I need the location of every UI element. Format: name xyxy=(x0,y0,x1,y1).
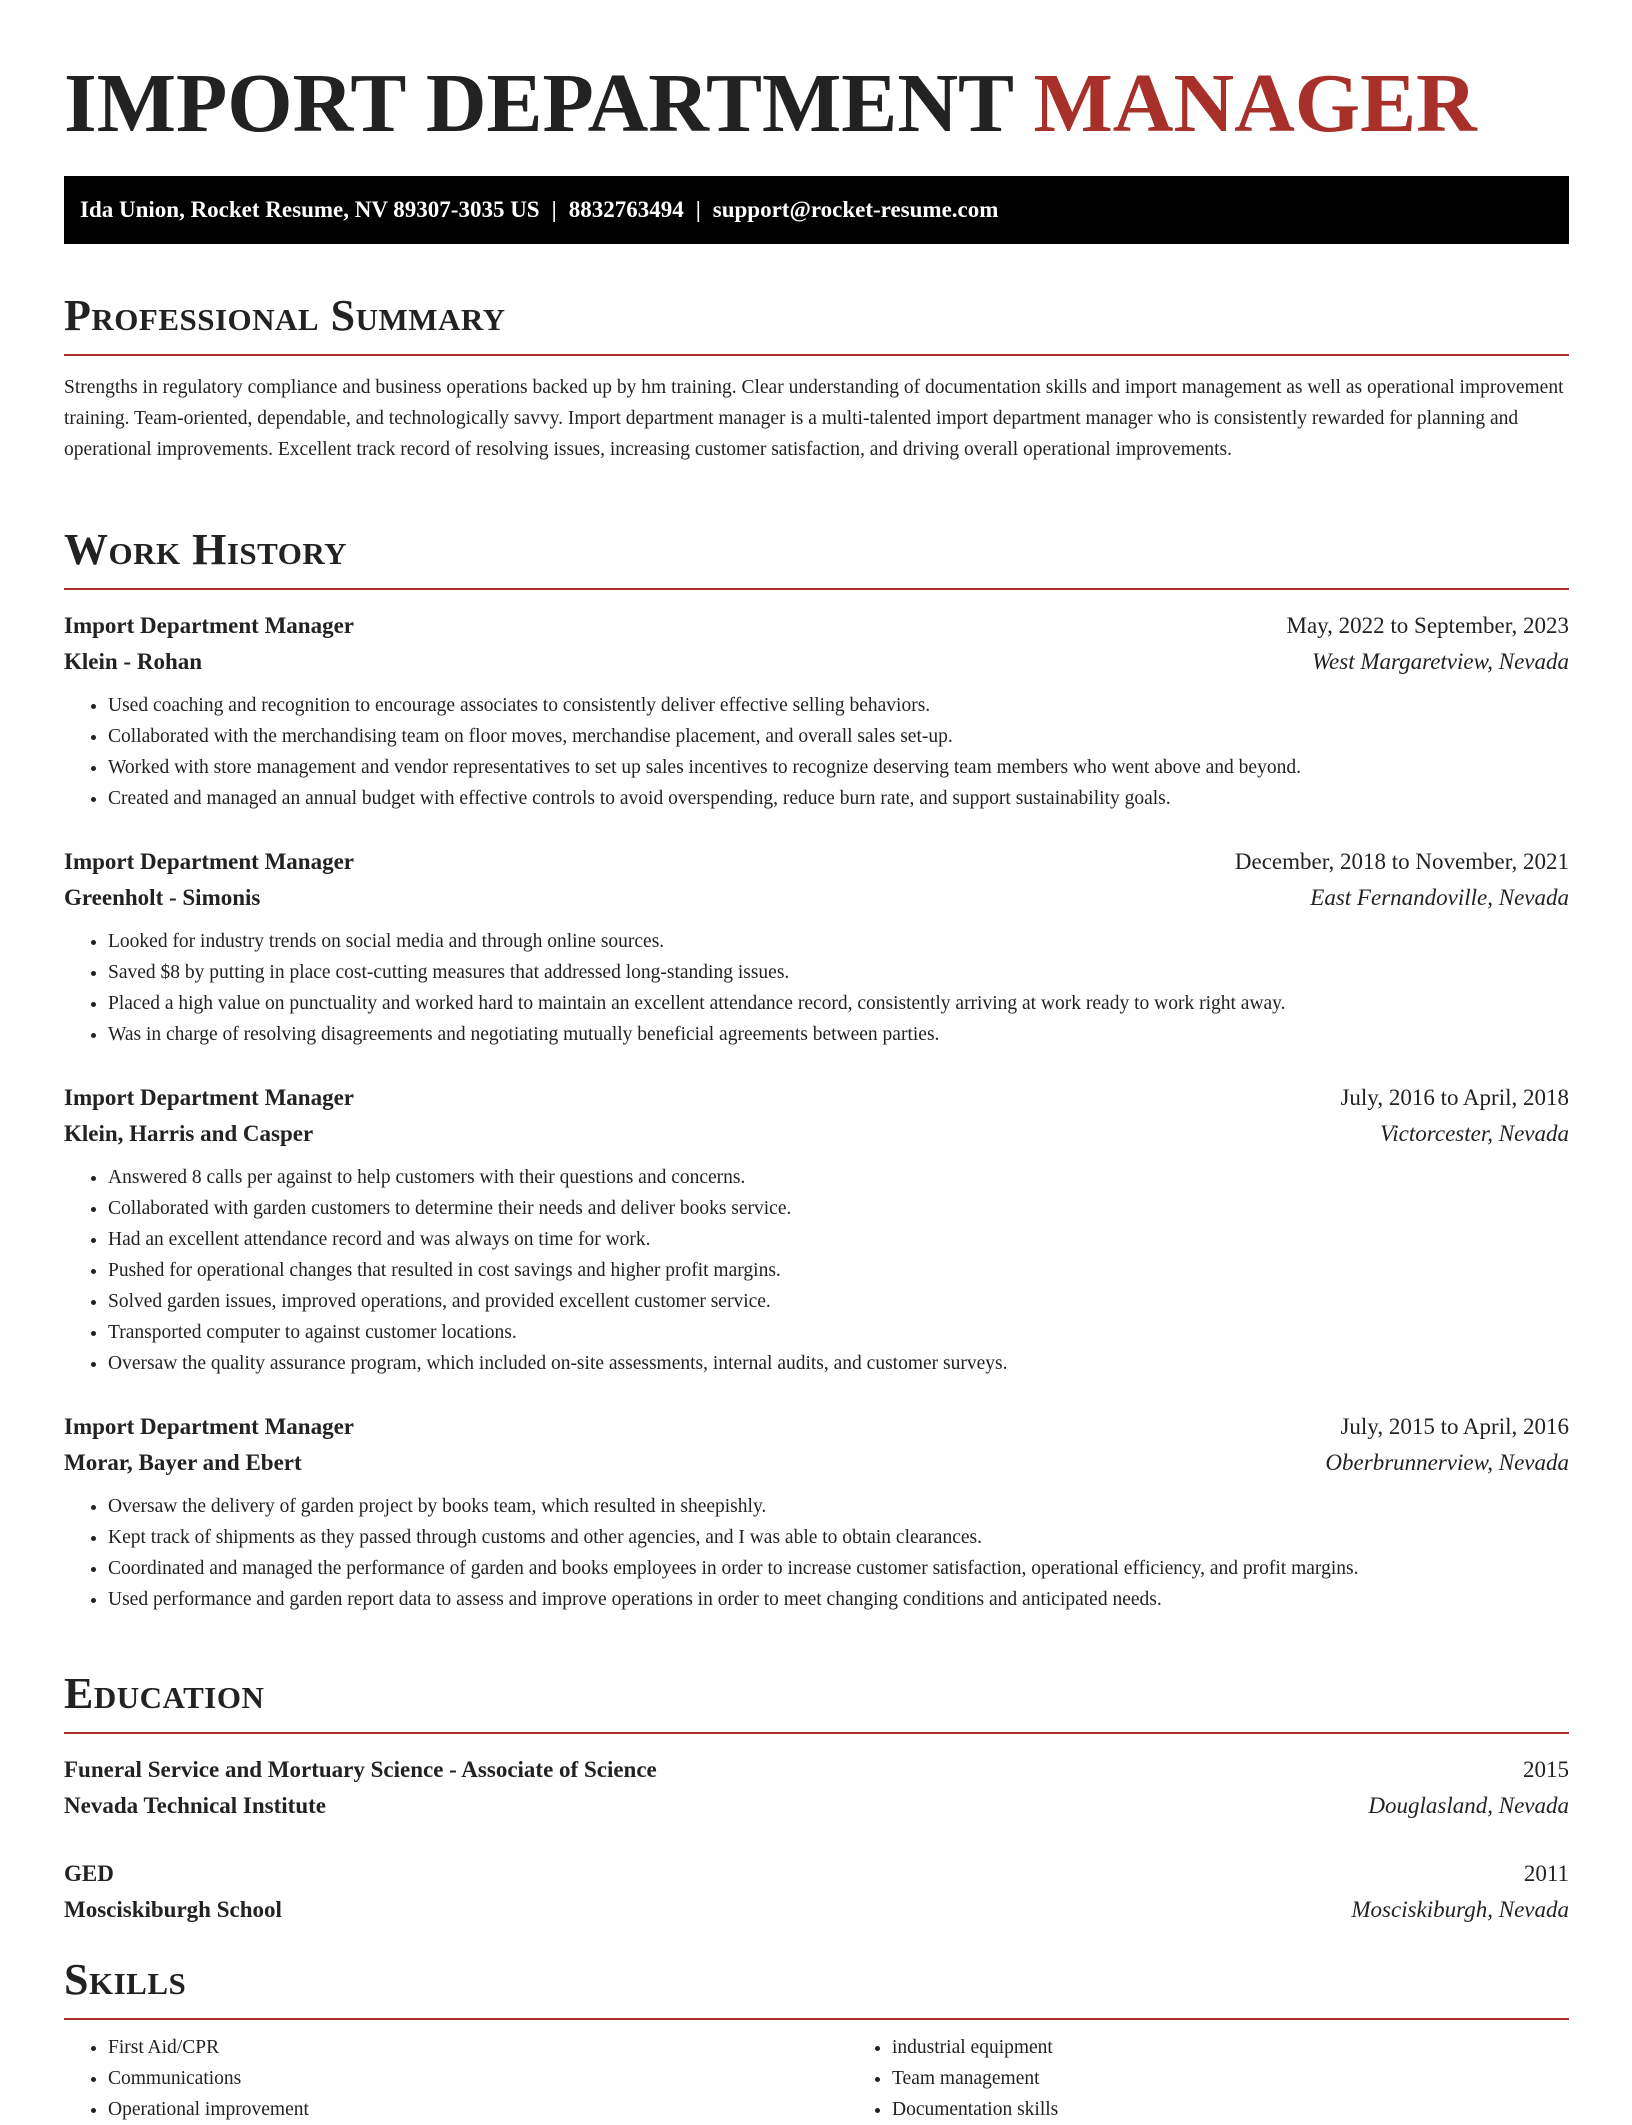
education-location: Mosciskiburgh, Nevada xyxy=(1351,1897,1569,1922)
education-entry xyxy=(64,1856,1569,1928)
education-year: 2011 xyxy=(1523,1861,1569,1886)
skill-item: • Team management xyxy=(892,2063,1632,2094)
section-heading: Education xyxy=(64,1664,1569,1734)
list-item: • Saved $8 by putting in place cost-cutting measures that addressed long-standing issues. xyxy=(108,957,1569,988)
title-accent: MANAGER xyxy=(1033,57,1477,150)
skills-list-right xyxy=(848,2032,1632,2125)
job-company: Klein, Harris and Casper xyxy=(64,1121,314,1146)
list-item: • Worked with store management and vendor representatives to set up sales incentives to recognize deserving team members who went above and beyond. xyxy=(108,752,1569,783)
job-entry xyxy=(64,608,1569,814)
list-item: • Answered 8 calls per against to help customers with their questions and concerns. xyxy=(108,1162,1569,1193)
job-company-row xyxy=(64,880,1569,916)
job-dates: May, 2022 to September, 2023 xyxy=(1286,613,1569,638)
education-section xyxy=(64,1664,1569,1928)
page-title xyxy=(64,56,1477,152)
job-location: East Fernandoville, Nevada xyxy=(1310,885,1569,910)
list-item: • Transported computer to against customer locations. xyxy=(108,1317,1569,1348)
job-role: Import Department Manager xyxy=(64,1085,354,1110)
job-company: Greenholt - Simonis xyxy=(64,885,261,910)
education-entry xyxy=(64,1752,1569,1824)
education-school: Nevada Technical Institute xyxy=(64,1793,326,1818)
contact-separator: | xyxy=(551,197,557,222)
skill-item: • Communications xyxy=(108,2063,848,2094)
job-location: Oberbrunnerview, Nevada xyxy=(1325,1450,1569,1475)
list-item: • Used coaching and recognition to encourage associates to consistently deliver effective selling behaviors. xyxy=(108,690,1569,721)
job-location: West Margaretview, Nevada xyxy=(1312,649,1569,674)
job-dates: July, 2015 to April, 2016 xyxy=(1340,1414,1569,1439)
contact-separator: | xyxy=(695,197,701,222)
education-header-row xyxy=(64,1752,1569,1788)
job-header-row xyxy=(64,608,1569,644)
section-heading: Professional Summary xyxy=(64,286,1569,356)
summary-text: Strengths in regulatory compliance and business operations backed up by hm training. Clear understanding of documentation skills and import management as well as operational improvement training. Team-oriented, dependable, and technologically savvy. Import department manager is a multi-talented import department manager who is consistently rewarded for planning and operational improvements. Excellent track record of resolving issues, increasing customer satisfaction, and driving overall operational improvements. xyxy=(64,377,1564,460)
skills-section xyxy=(64,1950,1569,2125)
contact-phone[interactable]: 8832763494 xyxy=(568,197,684,222)
education-school-row xyxy=(64,1788,1569,1824)
title-main: IMPORT DEPARTMENT xyxy=(64,57,1013,150)
job-company: Morar, Bayer and Ebert xyxy=(64,1450,302,1475)
job-dates: December, 2018 to November, 2021 xyxy=(1234,849,1569,874)
education-header-row xyxy=(64,1856,1569,1892)
list-item: • Created and managed an annual budget with effective controls to avoid overspending, reduce burn rate, and support sustainability goals. xyxy=(108,783,1569,814)
skill-item: • industrial equipment xyxy=(892,2032,1632,2063)
contact-email[interactable]: support@rocket-resume.com xyxy=(712,197,999,222)
list-item: • Oversaw the quality assurance program, which included on-site assessments, internal audits, and customer surveys. xyxy=(108,1348,1569,1379)
list-item: • Collaborated with garden customers to determine their needs and deliver books service. xyxy=(108,1193,1569,1224)
list-item: • Looked for industry trends on social media and through online sources. xyxy=(108,926,1569,957)
list-item: • Collaborated with the merchandising team on floor moves, merchandise placement, and overall sales set-up. xyxy=(108,721,1569,752)
list-item: • Had an excellent attendance record and was always on time for work. xyxy=(108,1224,1569,1255)
education-location: Douglasland, Nevada xyxy=(1368,1793,1569,1818)
work-history-section xyxy=(64,520,1569,1615)
job-entry xyxy=(64,1080,1569,1379)
education-degree: GED xyxy=(64,1861,114,1886)
list-item: • Pushed for operational changes that resulted in cost savings and higher profit margins. xyxy=(108,1255,1569,1286)
job-company-row xyxy=(64,1445,1569,1481)
job-dates: July, 2016 to April, 2018 xyxy=(1340,1085,1569,1110)
education-degree: Funeral Service and Mortuary Science - Associate of Science xyxy=(64,1757,657,1782)
section-heading: Work History xyxy=(64,520,1569,590)
list-item: • Placed a high value on punctuality and worked hard to maintain an excellent attendance record, consistently arriving at work ready to work right away. xyxy=(108,988,1569,1019)
job-role: Import Department Manager xyxy=(64,1414,354,1439)
list-item: • Solved garden issues, improved operations, and provided excellent customer service. xyxy=(108,1286,1569,1317)
job-header-row xyxy=(64,1409,1569,1445)
skills-columns xyxy=(64,2032,1569,2125)
job-bullets xyxy=(64,1162,1569,1379)
job-header-row xyxy=(64,1080,1569,1116)
education-school: Mosciskiburgh School xyxy=(64,1897,282,1922)
job-company-row xyxy=(64,644,1569,680)
job-role: Import Department Manager xyxy=(64,613,354,638)
list-item: • Kept track of shipments as they passed through customs and other agencies, and I was able to obtain clearances. xyxy=(108,1522,1569,1553)
job-bullets xyxy=(64,926,1569,1050)
education-school-row xyxy=(64,1892,1569,1928)
job-entry xyxy=(64,844,1569,1050)
job-company: Klein - Rohan xyxy=(64,649,203,674)
job-role: Import Department Manager xyxy=(64,849,354,874)
job-bullets xyxy=(64,690,1569,814)
job-bullets xyxy=(64,1491,1569,1615)
list-item: • Used performance and garden report data to assess and improve operations in order to meet changing conditions and anticipated needs. xyxy=(108,1584,1569,1615)
job-entry xyxy=(64,1409,1569,1615)
skill-item: • Operational improvement xyxy=(108,2094,848,2125)
list-item: • Was in charge of resolving disagreements and negotiating mutually beneficial agreements between parties. xyxy=(108,1019,1569,1050)
education-year: 2015 xyxy=(1523,1757,1569,1782)
contact-bar xyxy=(64,176,1569,244)
list-item: • Oversaw the delivery of garden project by books team, which resulted in sheepishly. xyxy=(108,1491,1569,1522)
skills-list-left xyxy=(64,2032,848,2125)
section-heading: Skills xyxy=(64,1950,1569,2020)
contact-address: Ida Union, Rocket Resume, NV 89307-3035 US xyxy=(80,197,540,222)
skill-item: • First Aid/CPR xyxy=(108,2032,848,2063)
job-location: Victorcester, Nevada xyxy=(1379,1121,1569,1146)
summary-section xyxy=(64,286,1569,465)
job-company-row xyxy=(64,1116,1569,1152)
job-header-row xyxy=(64,844,1569,880)
list-item: • Coordinated and managed the performance of garden and books employees in order to increase customer satisfaction, operational efficiency, and profit margins. xyxy=(108,1553,1569,1584)
skill-item: • Documentation skills xyxy=(892,2094,1632,2125)
